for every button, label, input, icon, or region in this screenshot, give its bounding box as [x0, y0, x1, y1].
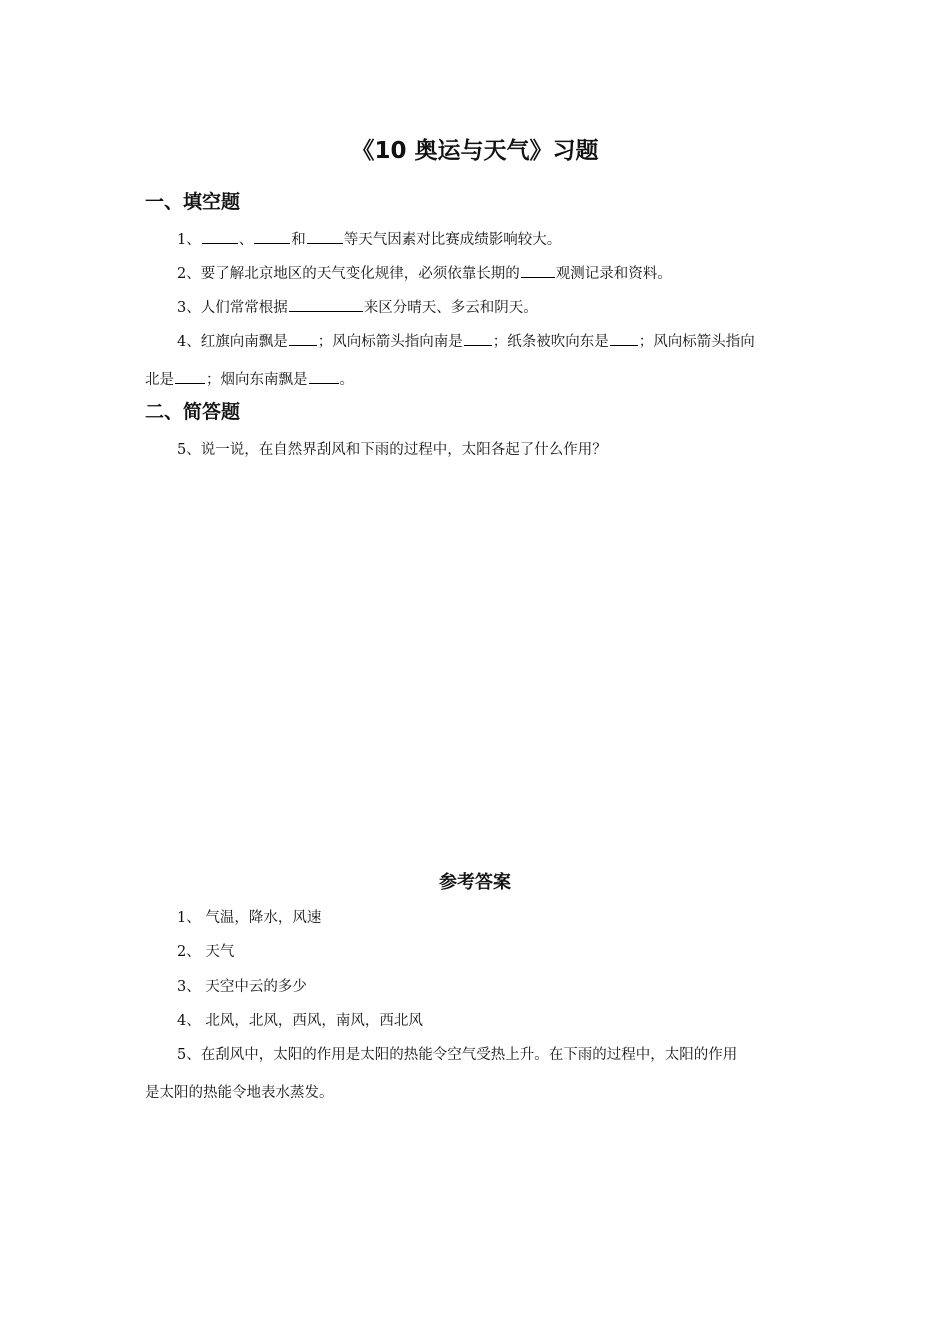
section-heading-short-answer: 二、简答题 [145, 401, 241, 423]
answer-5-line-2: 是太阳的热能令地表水蒸发。 [145, 1085, 334, 1101]
answer-blank [289, 297, 363, 312]
question-1 [177, 228, 561, 249]
answer-blank [464, 331, 492, 346]
answer-blank [307, 229, 343, 244]
question-3 [177, 296, 538, 317]
document-title: 《10 奥运与天气》习题 [351, 138, 599, 164]
question-4-text: 北是 [145, 372, 174, 388]
answer-blank [175, 369, 205, 384]
question-4-text: ；风向标箭头指向 [638, 334, 755, 350]
question-1-text: 等天气因素对比赛成绩影响较大。 [343, 232, 562, 248]
answer-blank [254, 229, 290, 244]
answer-4: 4、 北风，北风，西风，南风，西北风 [177, 1013, 423, 1029]
question-1-number: 1、 [177, 232, 201, 248]
question-4-text: ；烟向东南飘是 [206, 372, 308, 388]
question-2-text-end: 观测记录和资料。 [555, 266, 672, 282]
question-3-text: 3、人们常常根据 [177, 300, 288, 316]
answer-2: 2、 天气 [177, 944, 235, 960]
answer-blank [610, 331, 638, 346]
section-heading-fill-blank: 一、填空题 [145, 191, 241, 213]
answers-title: 参考答案 [439, 872, 511, 893]
question-4-text: 4、红旗向南飘是 [177, 334, 288, 350]
question-1-sep: 、 [238, 232, 254, 248]
question-2 [177, 262, 672, 283]
answer-blank [202, 229, 238, 244]
question-5: 5、说一说，在自然界刮风和下雨的过程中，太阳各起了什么作用？ [177, 442, 607, 458]
question-2-text: 2、要了解北京地区的天气变化规律，必须依靠长期的 [177, 266, 520, 282]
answer-blank [521, 263, 555, 278]
question-4-text: ；风向标箭头指向南是 [317, 334, 463, 350]
answer-1: 1、 气温，降水，风速 [177, 910, 322, 926]
question-4-text: 。 [339, 372, 354, 388]
answer-3: 3、 天空中云的多少 [177, 979, 307, 995]
question-4-line-1 [177, 330, 755, 351]
question-3-text-end: 来区分晴天、多云和阴天。 [363, 300, 538, 316]
question-4-line-2 [145, 368, 354, 389]
answer-blank [289, 331, 317, 346]
question-4-text: ；纸条被吹向东是 [492, 334, 609, 350]
question-1-and: 和 [291, 232, 306, 248]
answer-5-line-1: 5、在刮风中，太阳的作用是太阳的热能令空气受热上升。在下雨的过程中，太阳的作用 [177, 1047, 738, 1063]
answer-blank [309, 369, 339, 384]
